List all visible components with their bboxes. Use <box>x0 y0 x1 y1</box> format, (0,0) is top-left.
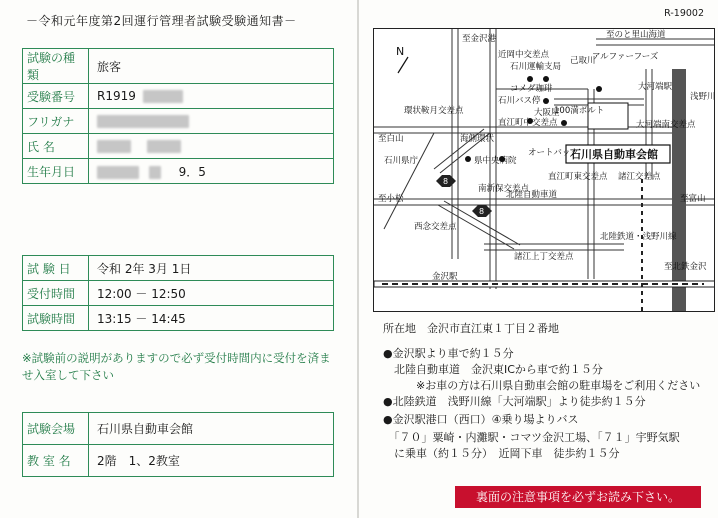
map-label: 北陸鉄道・浅野川線 <box>600 232 677 242</box>
map-label: オートバック <box>528 148 579 158</box>
access-line: ●金沢駅港口（西口）④乗り場よりバス <box>383 413 579 426</box>
venue-table <box>22 412 334 477</box>
table-row <box>23 281 334 306</box>
map-label: 100満ボルト <box>554 106 605 116</box>
access-line: に乗車（約１５分） 近岡下車 徒歩約１５分 <box>383 447 620 460</box>
room-label: 教 室 名 <box>23 445 89 477</box>
redacted-block <box>97 140 131 153</box>
document-number: R-19002 <box>664 8 704 19</box>
map-graphic <box>374 29 715 312</box>
furigana-cell <box>89 109 334 134</box>
map-label: 諸江上丁交差点 <box>514 252 574 262</box>
table-row <box>23 306 334 331</box>
reception-time-value: 12:00 － 12:50 <box>89 281 334 306</box>
map-label: 諸江交差点 <box>618 172 661 182</box>
table-row <box>23 134 334 159</box>
exam-number-cell <box>89 84 334 109</box>
redacted-block <box>147 140 181 153</box>
reception-time-label: 受付時間 <box>23 281 89 306</box>
birthdate-value: 9．5 <box>178 164 206 179</box>
name-cell <box>89 134 334 159</box>
right-page <box>359 0 718 518</box>
map-label: 石川バス停 <box>498 96 541 106</box>
back-side-warning: 裏面の注意事項を必ずお読み下さい。 <box>455 486 701 508</box>
exam-time-value: 13:15 － 14:45 <box>89 306 334 331</box>
left-page <box>0 0 357 518</box>
table-row <box>23 413 334 445</box>
svg-text:N: N <box>396 45 405 58</box>
table-row <box>23 159 334 184</box>
map-label: 環状鞍月交差点 <box>404 106 464 116</box>
map-label: 大阪屋 <box>534 108 560 118</box>
access-line: ●北陸鉄道 浅野川線「大河端駅」より徒歩約１５分 <box>383 395 646 408</box>
furigana-label: フリガナ <box>23 109 89 134</box>
birthdate-label: 生年月日 <box>23 159 89 184</box>
access-line: ※お車の方は石川県自動車会館の駐車場をご利用ください <box>383 379 701 392</box>
redacted-block <box>149 166 161 179</box>
map-label: 至白山 <box>378 134 404 144</box>
map-label: コメダ珈琲 <box>510 84 553 94</box>
map-label: 大河端南交差点 <box>636 120 696 130</box>
name-label: 氏 名 <box>23 134 89 159</box>
reception-notice: ※試験前の説明がありますので必ず受付時間内に受付を済ませ入室して下さい <box>22 351 331 382</box>
redacted-block <box>97 166 139 179</box>
map-label: 金沢駅 <box>432 272 458 282</box>
map-label: 直江町東交差点 <box>548 172 608 182</box>
map-label: 至小松 <box>378 194 404 204</box>
map-label: アルファーフーズ <box>592 52 659 62</box>
map-label: 北陸自動車道 <box>506 190 558 200</box>
route-marker: 8 <box>443 177 449 186</box>
birthdate-cell <box>89 159 334 184</box>
map-label: 至北鉄金沢 <box>664 262 707 272</box>
exam-number-label: 受験番号 <box>23 84 89 109</box>
access-line: 「７０」粟崎・内灘駅・コマツ金沢工場、「７１」宇野気駅 <box>383 431 680 444</box>
map-label: 己取川 <box>570 56 596 66</box>
map-label: 石川運輸支局 <box>510 62 562 72</box>
exam-type-label: 試験の種類 <box>23 49 89 84</box>
map-label: 大河端駅 <box>638 82 673 92</box>
venue-map-label: 石川県自動車会館 <box>570 148 658 161</box>
map-label: 浅野川 <box>690 92 716 102</box>
map-label: 直江町中交差点 <box>498 118 558 128</box>
map-label: 海側環状 <box>460 134 495 144</box>
access-line: ●金沢駅より車で約１５分 <box>383 347 514 360</box>
room-value: 2階 1、2教室 <box>89 445 334 477</box>
map-label: 県中央病院 <box>474 156 517 166</box>
route-marker: 8 <box>479 207 485 216</box>
table-row <box>23 256 334 281</box>
redacted-block <box>97 115 189 128</box>
table-row <box>23 445 334 477</box>
venue-value: 石川県自動車会館 <box>89 413 334 445</box>
schedule-table <box>22 255 334 331</box>
venue-address: 所在地 金沢市直江東１丁目２番地 <box>383 322 559 335</box>
map-label: 至金沢港 <box>462 34 497 44</box>
exam-date-value: 令和 2年 3月 1日 <box>89 256 334 281</box>
map-label: 石川県庁 <box>384 156 419 166</box>
map-label: 近岡中交差点 <box>498 50 550 60</box>
exam-number-value: R1919 <box>97 89 136 103</box>
exam-time-label: 試験時間 <box>23 306 89 331</box>
map-label: 南新保交差点 <box>478 184 530 194</box>
exam-date-label: 試 験 日 <box>23 256 89 281</box>
venue-label: 試験会場 <box>23 413 89 445</box>
access-line: 北陸自動車道 金沢東ICから車で約１５分 <box>383 363 603 376</box>
map-label: 至のと里山海道 <box>606 30 666 40</box>
table-row <box>23 84 334 109</box>
table-row <box>23 109 334 134</box>
map-label: 至富山 <box>680 194 706 204</box>
access-map <box>373 28 715 312</box>
map-label: 西念交差点 <box>414 222 457 232</box>
table-row <box>23 49 334 84</box>
document-title: －令和元年度第2回運行管理者試験受験通知書－ <box>26 14 297 28</box>
examinee-info-table <box>22 48 334 184</box>
redacted-block <box>143 90 183 103</box>
exam-type-value: 旅客 <box>89 49 334 84</box>
